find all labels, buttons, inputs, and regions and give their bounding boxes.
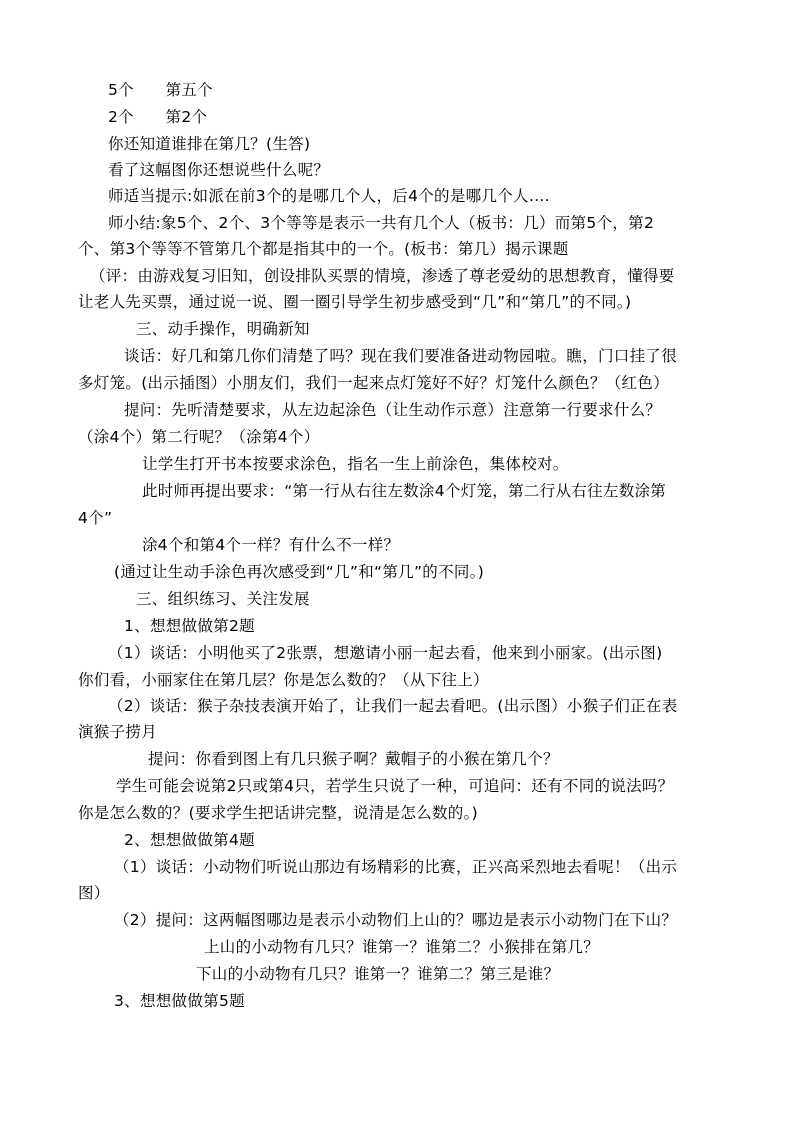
text-line: 让老人先买票，通过说一说、圈一圈引导学生初步感受到“几”和“第几”的不同。) xyxy=(78,293,632,311)
section-heading: 三、动手操作，明确新知 xyxy=(136,320,310,338)
subsection-heading: 2、想想做做第4题 xyxy=(124,831,255,849)
section-heading: 三、组织练习、关注发展 xyxy=(136,590,310,608)
text-line: 你是怎么数的？(要求学生把话讲完整，说清是怎么数的。) xyxy=(78,804,478,822)
text-line: 师适当提示:如派在前3个的是哪几个人，后4个的是哪几个人…. xyxy=(108,187,550,205)
text-line: 2个 第2个 xyxy=(108,108,208,126)
text-line: 提问：你看到图上有几只猴子啊？戴帽子的小猴在第几个？ xyxy=(148,750,559,768)
text-line: 此时师再提出要求：“第一行从右往左数涂4个灯笼，第二行从右往左数涂第 xyxy=(142,482,667,500)
text-line: 提问：先听清楚要求，从左边起涂色（让生动作示意）注意第一行要求什么？ xyxy=(124,401,662,419)
text-line: 让学生打开书本按要求涂色，指名一生上前涂色，集体校对。 xyxy=(142,455,569,473)
text-line: 你还知道谁排在第几？(生答) xyxy=(108,135,311,153)
text-line: 谈话：好几和第几你们清楚了吗？现在我们要准备进动物园啦。瞧，门口挂了很 xyxy=(124,347,678,365)
text-line: 师小结:象5个、2个、3个等等是表示一共有几个人（板书：几）而第5个，第2 xyxy=(108,214,655,232)
text-line: 学生可能会说第2只或第4只，若学生只说了一种，可追问：还有不同的说法吗？ xyxy=(116,777,674,795)
text-line: （评：由游戏复习旧知，创设排队买票的情境，渗透了尊老爱幼的思想教育，懂得要 xyxy=(90,267,675,285)
text-line: 图） xyxy=(78,884,110,902)
subsection-heading: 3、想想做做第5题 xyxy=(114,992,245,1010)
text-line: 5个 第五个 xyxy=(108,81,213,99)
text-line: 下山的小动物有几只？谁第一？谁第二？第三是谁？ xyxy=(196,965,560,983)
text-line: 4个” xyxy=(78,509,113,527)
text-line: （涂4个）第二行呢？（涂第4个） xyxy=(78,428,320,446)
text-line: 多灯笼。(出示插图）小朋友们，我们一起来点灯笼好不好？灯笼什么颜色？（红色） xyxy=(78,374,669,392)
text-line: 你们看，小丽家住在第几层？你是怎么数的？（从下往上） xyxy=(78,671,489,689)
text-line: 演猴子捞月 xyxy=(78,723,158,741)
text-line: （2）提问：这两幅图哪边是表示小动物们上山的？哪边是表示小动物门在下山？ xyxy=(114,911,678,929)
text-line: 上山的小动物有几只？谁第一？谁第二？小猴排在第几？ xyxy=(204,938,600,956)
text-line: 涂4个和第4个一样？有什么不一样？ xyxy=(142,536,400,554)
text-line: (通过让生动手涂色再次感受到“几”和“第几”的不同。) xyxy=(114,563,485,581)
text-line: 看了这幅图你还想说些什么呢？ xyxy=(108,161,330,179)
text-line: （2）谈话：猴子杂技表演开始了，让我们一起去看吧。(出示图）小猴子们正在表 xyxy=(108,697,678,715)
text-line: （1）谈话：小动物们听说山那边有场精彩的比赛，正兴高采烈地去看呢！（出示 xyxy=(114,858,678,876)
text-line: 个、第3个等等不管第几个都是指其中的一个。(板书：第几）揭示课题 xyxy=(78,240,569,258)
subsection-heading: 1、想想做做第2题 xyxy=(124,617,255,635)
text-line: （1）谈话：小明他买了2张票，想邀请小丽一起去看，他来到小丽家。(出示图) xyxy=(108,644,663,662)
